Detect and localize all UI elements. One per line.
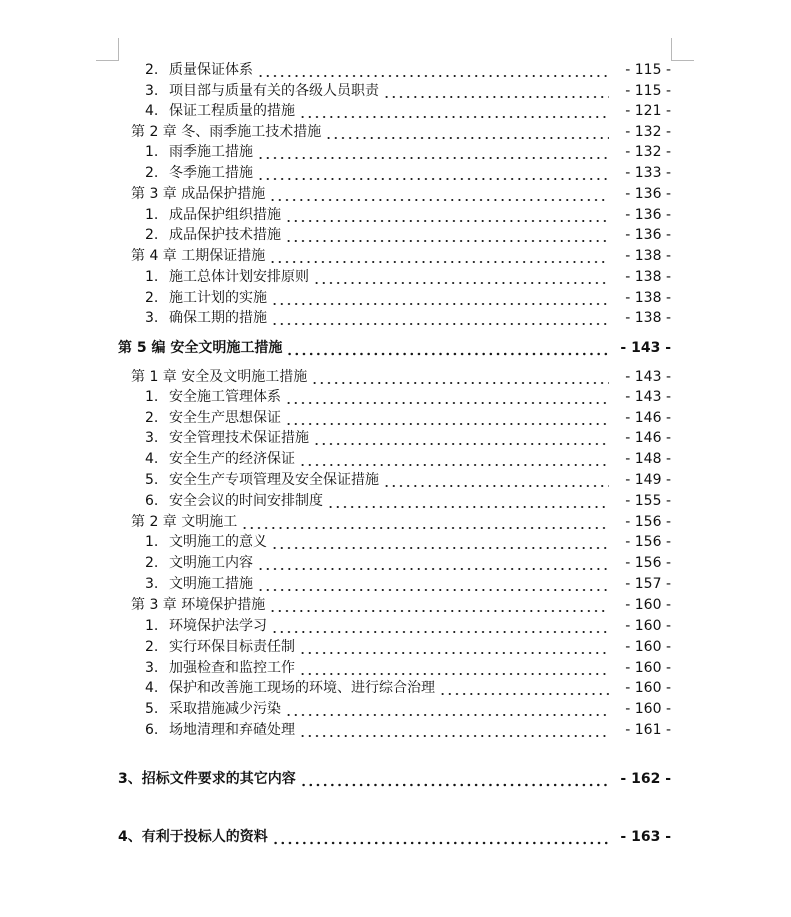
- toc-entry-title: 质量保证体系: [169, 62, 253, 78]
- crop-mark-top-right: [671, 38, 694, 61]
- dot-leader: [383, 470, 609, 490]
- toc-entry-title: 项目部与质量有关的各级人员职责: [169, 83, 379, 99]
- toc-entry-page-number: - 121 -: [625, 103, 671, 119]
- toc-entry-number: 3.: [145, 660, 159, 676]
- toc-entry-page-number: - 115 -: [625, 83, 671, 99]
- toc-entry-page-number: - 161 -: [625, 722, 671, 738]
- toc-entry-number: 3.: [145, 83, 159, 99]
- toc-entry-chapter[interactable]: [131, 512, 671, 532]
- dot-leader: [285, 387, 609, 407]
- toc-entry-title: 施工计划的实施: [169, 290, 267, 306]
- dot-leader: [313, 267, 609, 287]
- toc-entry-title: 施工总体计划安排原则: [169, 269, 309, 285]
- toc-entry-page-number: - 160 -: [625, 597, 671, 613]
- toc-entry-section[interactable]: [145, 163, 671, 183]
- toc-entry-title: 加强检查和监控工作: [169, 660, 295, 676]
- dot-leader: [272, 827, 609, 847]
- toc-entry-page-number: - 148 -: [625, 451, 671, 467]
- toc-entry-title: 4、有利于投标人的资料: [118, 829, 268, 845]
- toc-entry-section[interactable]: [145, 225, 671, 245]
- toc-entry-number: 5.: [145, 472, 159, 488]
- toc-entry-title: 第 3 章 环境保护措施: [131, 597, 266, 613]
- toc-entry-page-number: - 149 -: [625, 472, 671, 488]
- toc-entry-page-number: - 160 -: [625, 680, 671, 696]
- toc-entry-page-number: - 156 -: [625, 514, 671, 530]
- toc-entry-number: 2.: [145, 62, 159, 78]
- toc-entry-title: 保护和改善施工现场的环境、进行综合治理: [169, 680, 435, 696]
- toc-entry-title: 采取措施减少污染: [169, 701, 281, 717]
- toc-entry-title: 第 1 章 安全及文明施工措施: [131, 369, 308, 385]
- dot-leader: [271, 616, 609, 636]
- dot-leader: [286, 338, 609, 358]
- toc-entry-number: 2.: [145, 165, 159, 181]
- toc-entry-page-number: - 136 -: [625, 207, 671, 223]
- toc-entry-number: 2.: [145, 290, 159, 306]
- toc-entry-title: 安全会议的时间安排制度: [169, 493, 323, 509]
- toc-entry-number: 2.: [145, 639, 159, 655]
- dot-leader: [285, 225, 609, 245]
- dot-leader: [285, 408, 609, 428]
- toc-entry-title: 第 2 章 冬、雨季施工技术措施: [131, 124, 322, 140]
- dot-leader: [271, 532, 609, 552]
- toc-entry-page-number: - 138 -: [625, 269, 671, 285]
- dot-leader: [241, 512, 609, 532]
- toc-entry-title: 环境保护法学习: [169, 618, 267, 634]
- toc-entry-number: 4.: [145, 103, 159, 119]
- toc-entry-section[interactable]: [145, 308, 671, 328]
- dot-leader: [257, 574, 609, 594]
- dot-leader: [439, 678, 609, 698]
- toc-entry-page-number: - 138 -: [625, 310, 671, 326]
- toc-entry-section[interactable]: [145, 205, 671, 225]
- toc-entry-part[interactable]: [118, 827, 671, 847]
- dot-leader: [300, 769, 609, 789]
- toc-entry-section[interactable]: [145, 60, 671, 80]
- toc-entry-page-number: - 132 -: [625, 124, 671, 140]
- toc-entry-title: 成品保护组织措施: [169, 207, 281, 223]
- toc-entry-number: 1.: [145, 144, 159, 160]
- dot-leader: [313, 428, 609, 448]
- toc-entry-page-number: - 143 -: [625, 369, 671, 385]
- toc-entry-chapter[interactable]: [131, 595, 671, 615]
- toc-entry-section[interactable]: [145, 491, 671, 511]
- dot-leader: [327, 491, 609, 511]
- toc-entry-page-number: - 136 -: [625, 186, 671, 202]
- toc-entry-number: 1.: [145, 269, 159, 285]
- toc-entry-title: 冬季施工措施: [169, 165, 253, 181]
- toc-entry-part[interactable]: [118, 338, 671, 358]
- dot-leader: [271, 308, 609, 328]
- toc-entry-page-number: - 138 -: [625, 290, 671, 306]
- toc-entry-number: 3.: [145, 430, 159, 446]
- toc-entry-chapter[interactable]: [131, 122, 671, 142]
- toc-entry-section[interactable]: [145, 553, 671, 573]
- toc-entry-section[interactable]: [145, 267, 671, 287]
- toc-entry-number: 3.: [145, 576, 159, 592]
- toc-entry-title: 第 4 章 工期保证措施: [131, 248, 266, 264]
- toc-entry-chapter[interactable]: [131, 246, 671, 266]
- toc-entry-section[interactable]: [145, 720, 671, 740]
- toc-entry-page-number: - 146 -: [625, 410, 671, 426]
- toc-entry-page-number: - 160 -: [625, 618, 671, 634]
- toc-entry-title: 确保工期的措施: [169, 310, 267, 326]
- toc-entry-title: 安全生产的经济保证: [169, 451, 295, 467]
- toc-entry-title: 文明施工措施: [169, 576, 253, 592]
- toc-entry-page-number: - 155 -: [625, 493, 671, 509]
- dot-leader: [299, 637, 609, 657]
- toc-entry-page-number: - 156 -: [625, 555, 671, 571]
- toc-entry-title: 文明施工的意义: [169, 534, 267, 550]
- toc-entry-title: 实行环保目标责任制: [169, 639, 295, 655]
- toc-entry-page-number: - 156 -: [625, 534, 671, 550]
- toc-entry-title: 保证工程质量的措施: [169, 103, 295, 119]
- dot-leader: [271, 288, 609, 308]
- toc-entry-section[interactable]: [145, 81, 671, 101]
- toc-entry-page-number: - 143 -: [620, 340, 671, 356]
- toc-entry-part[interactable]: [118, 769, 671, 789]
- dot-leader: [269, 246, 609, 266]
- toc-entry-chapter[interactable]: [131, 367, 671, 387]
- toc-entry-page-number: - 160 -: [625, 660, 671, 676]
- dot-leader: [285, 205, 609, 225]
- toc-entry-section[interactable]: [145, 428, 671, 448]
- dot-leader: [299, 658, 609, 678]
- toc-entry-section[interactable]: [145, 637, 671, 657]
- toc-entry-section[interactable]: [145, 387, 671, 407]
- toc-entry-title: 第 5 编 安全文明施工措施: [118, 340, 283, 356]
- toc-entry-page-number: - 115 -: [625, 62, 671, 78]
- dot-leader: [257, 553, 609, 573]
- toc-entry-section[interactable]: [145, 101, 671, 121]
- toc-entry-title: 安全生产思想保证: [169, 410, 281, 426]
- toc-entry-page-number: - 160 -: [625, 639, 671, 655]
- toc-entry-section[interactable]: [145, 658, 671, 678]
- toc-entry-section[interactable]: [145, 616, 671, 636]
- dot-leader: [311, 367, 609, 387]
- toc-entry-page-number: - 133 -: [625, 165, 671, 181]
- toc-entry-title: 安全施工管理体系: [169, 389, 281, 405]
- dot-leader: [383, 81, 609, 101]
- toc-entry-page-number: - 146 -: [625, 430, 671, 446]
- toc-entry-number: 2.: [145, 555, 159, 571]
- toc-entry-section[interactable]: [145, 574, 671, 594]
- toc-entry-section[interactable]: [145, 532, 671, 552]
- toc-entry-section[interactable]: [145, 470, 671, 490]
- toc-entry-number: 2.: [145, 227, 159, 243]
- toc-entry-section[interactable]: [145, 142, 671, 162]
- dot-leader: [269, 595, 609, 615]
- toc-entry-title: 安全管理技术保证措施: [169, 430, 309, 446]
- toc-entry-number: 1.: [145, 207, 159, 223]
- dot-leader: [299, 449, 609, 469]
- dot-leader: [299, 101, 609, 121]
- toc-entry-number: 3.: [145, 310, 159, 326]
- toc-entry-title: 3、招标文件要求的其它内容: [118, 771, 296, 787]
- toc-entry-page-number: - 163 -: [620, 829, 671, 845]
- toc-entry-section[interactable]: [145, 449, 671, 469]
- dot-leader: [269, 184, 609, 204]
- toc-entry-number: 1.: [145, 534, 159, 550]
- toc-entry-page-number: - 143 -: [625, 389, 671, 405]
- dot-leader: [257, 142, 609, 162]
- crop-mark-top-left: [96, 38, 119, 61]
- toc-entry-title: 场地清理和弃碴处理: [169, 722, 295, 738]
- toc-entry-page-number: - 136 -: [625, 227, 671, 243]
- toc-entry-page-number: - 138 -: [625, 248, 671, 264]
- toc-entry-page-number: - 157 -: [625, 576, 671, 592]
- toc-entry-number: 4.: [145, 680, 159, 696]
- toc-entry-number: 2.: [145, 410, 159, 426]
- dot-leader: [285, 699, 609, 719]
- toc-entry-number: 4.: [145, 451, 159, 467]
- dot-leader: [257, 163, 609, 183]
- toc-entry-section[interactable]: [145, 288, 671, 308]
- toc-entry-title: 第 2 章 文明施工: [131, 514, 238, 530]
- toc-entry-number: 5.: [145, 701, 159, 717]
- toc-entry-title: 安全生产专项管理及安全保证措施: [169, 472, 379, 488]
- toc-entry-number: 6.: [145, 722, 159, 738]
- toc-entry-number: 6.: [145, 493, 159, 509]
- dot-leader: [325, 122, 609, 142]
- toc-entry-title: 文明施工内容: [169, 555, 253, 571]
- toc-entry-section[interactable]: [145, 408, 671, 428]
- toc-entry-number: 1.: [145, 389, 159, 405]
- toc-entry-title: 第 3 章 成品保护措施: [131, 186, 266, 202]
- toc-entry-section[interactable]: [145, 678, 671, 698]
- toc-entry-section[interactable]: [145, 699, 671, 719]
- toc-entry-title: 雨季施工措施: [169, 144, 253, 160]
- toc-entry-chapter[interactable]: [131, 184, 671, 204]
- dot-leader: [257, 60, 609, 80]
- toc-entry-number: 1.: [145, 618, 159, 634]
- dot-leader: [299, 720, 609, 740]
- toc-entry-page-number: - 132 -: [625, 144, 671, 160]
- toc-entry-page-number: - 160 -: [625, 701, 671, 717]
- toc-entry-title: 成品保护技术措施: [169, 227, 281, 243]
- toc-entry-page-number: - 162 -: [620, 771, 671, 787]
